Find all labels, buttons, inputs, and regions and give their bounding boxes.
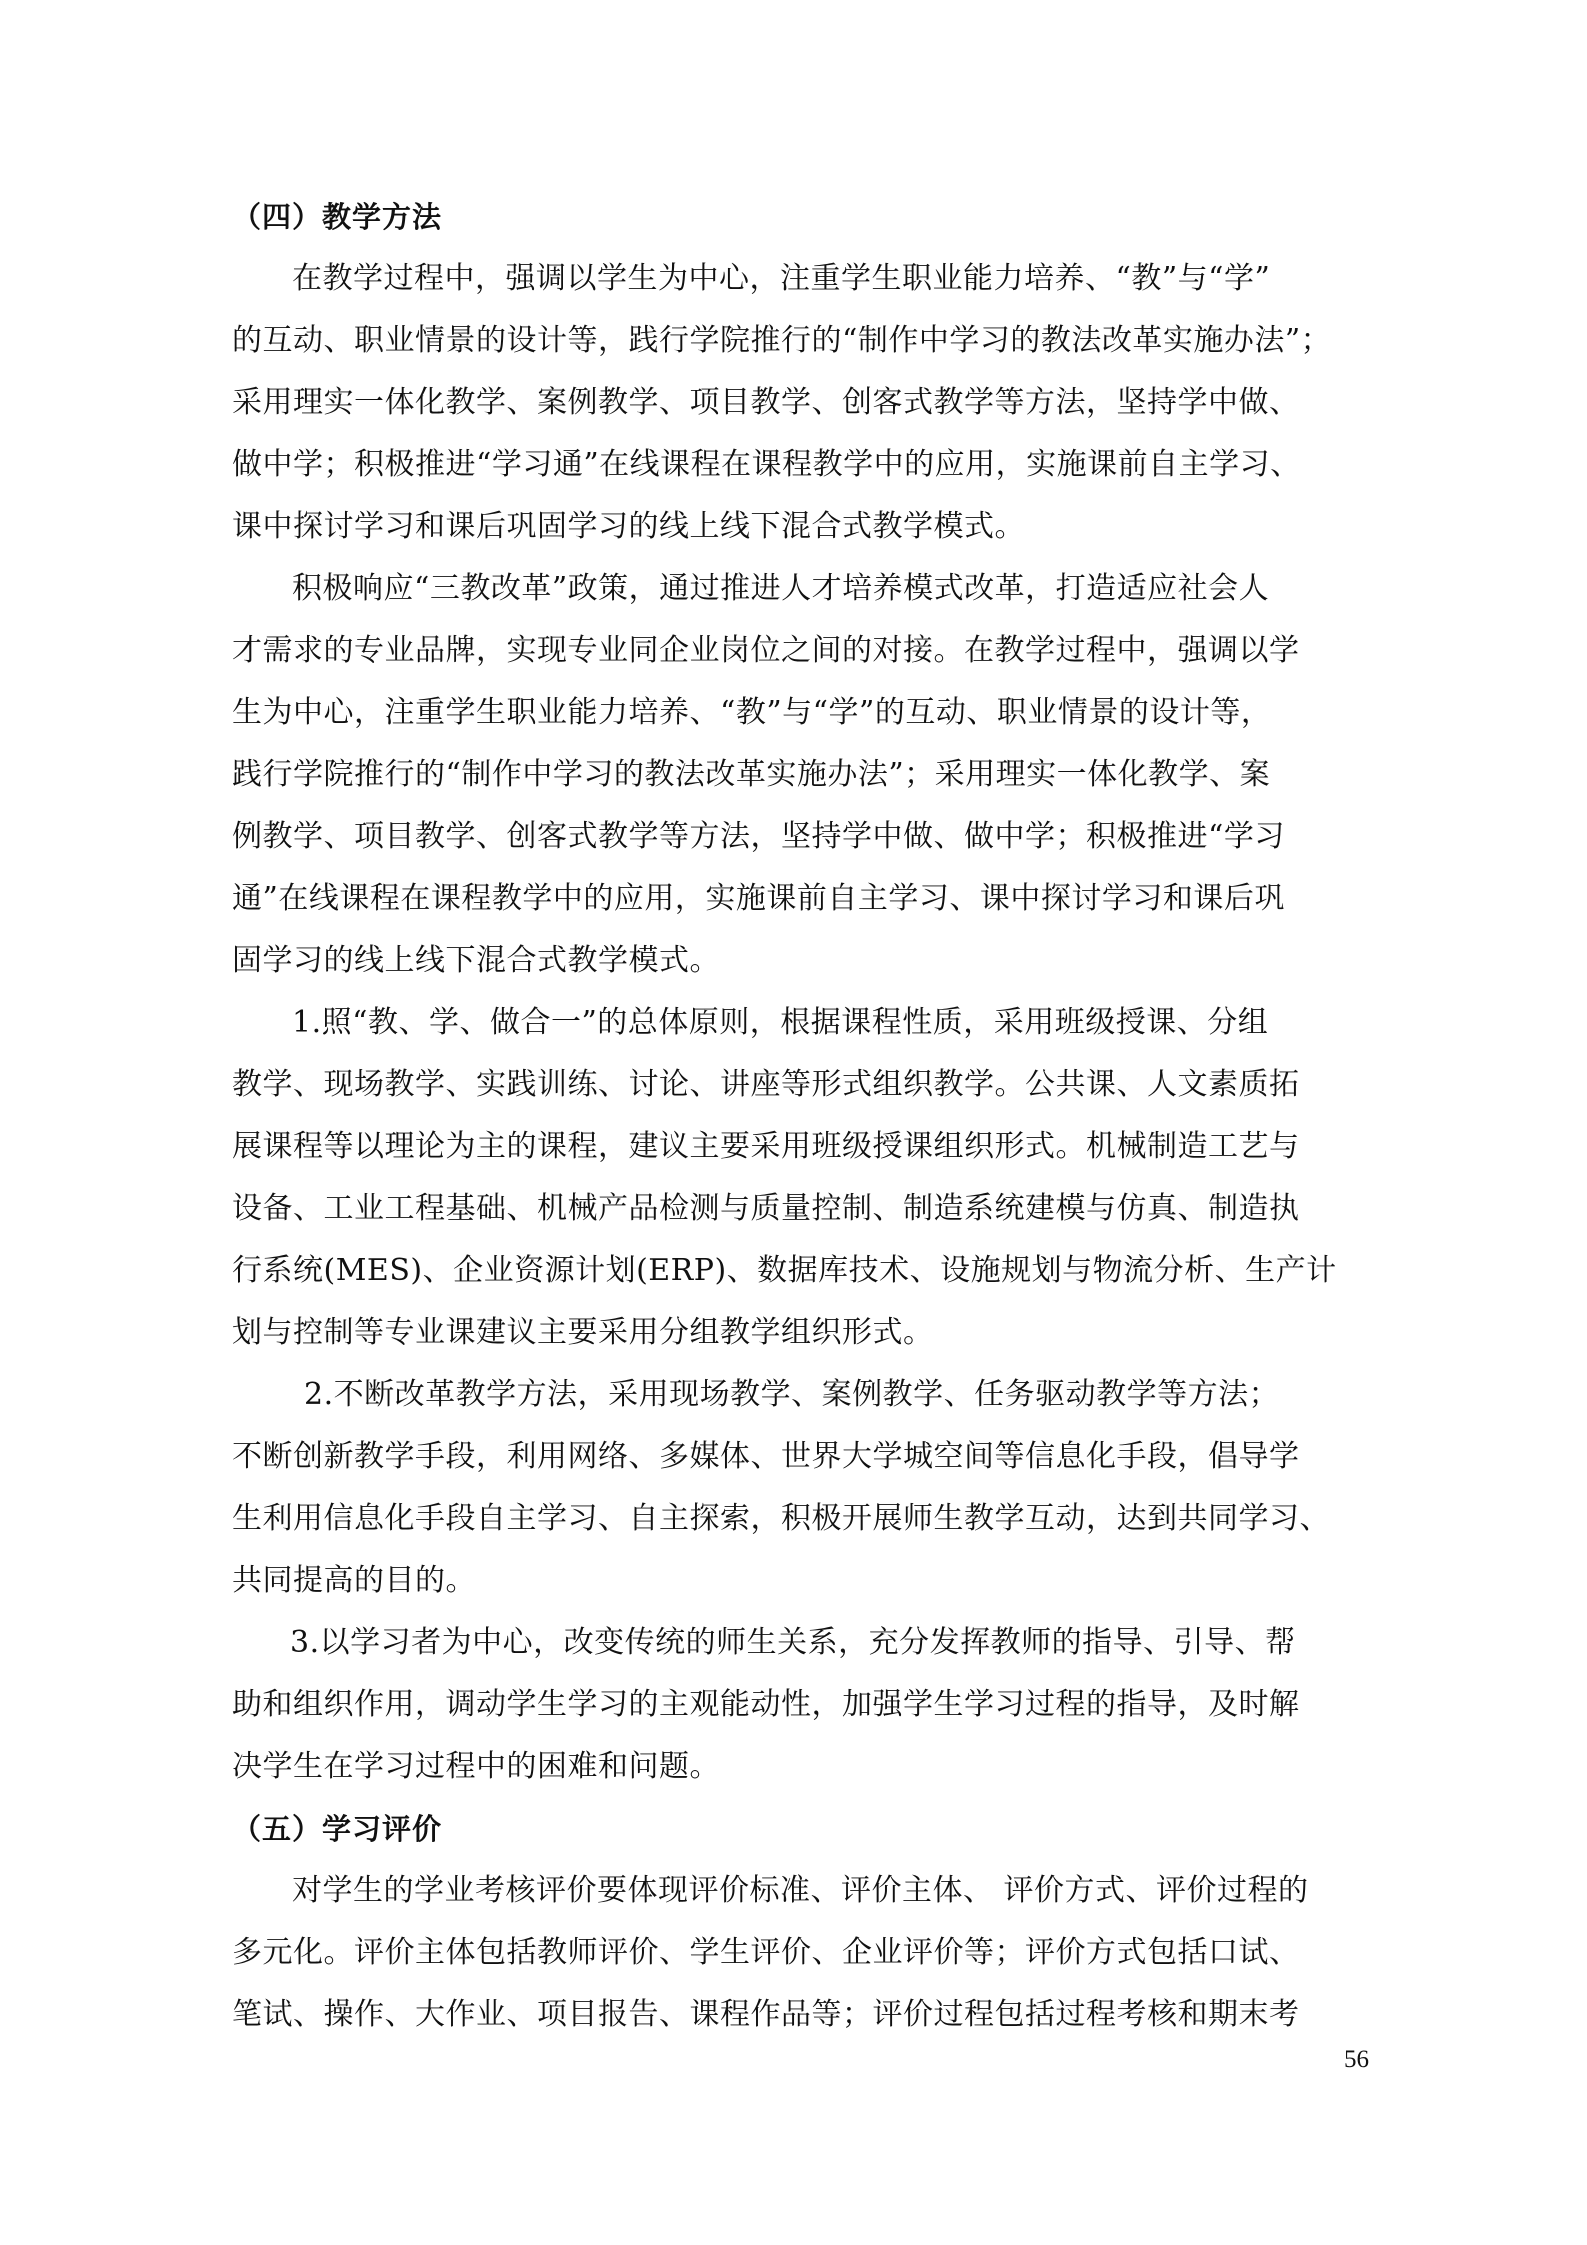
text-line: 在教学过程中，强调以学生为中心，注重学生职业能力培养、“教”与“学” [292,261,1271,296]
text-line: 践行学院推行的“制作中学习的教法改革实施办法”；采用理实一体化教学、案 [232,757,1271,792]
text-line: 决学生在学习过程中的困难和问题。 [232,1749,720,1784]
text-line: 生为中心，注重学生职业能力培养、“教”与“学”的互动、职业情景的设计等， [232,695,1272,730]
text-line: 例教学、项目教学、创客式教学等方法，坚持学中做、做中学；积极推进“学习 [232,819,1285,854]
text-line: 1.照“教、学、做合一”的总体原则，根据课程性质，采用班级授课、分组 [292,1005,1269,1040]
text-line: 2.不断改革教学方法，采用现场教学、案例教学、任务驱动教学等方法； [304,1377,1280,1412]
text-line: 生利用信息化手段自主学习、自主探索，积极开展师生教学互动，达到共同学习、 [232,1501,1330,1536]
paragraph-teaching-process [232,248,1362,558]
text-line: 行系统(MES)、企业资源计划(ERP)、数据库技术、设施规划与物流分析、生产计 [232,1253,1337,1288]
text-line: 对学生的学业考核评价要体现评价标准、评价主体、 评价方式、评价过程的 [292,1873,1309,1908]
paragraph-item-2 [232,1364,1362,1612]
text-line: 课中探讨学习和课后巩固学习的线上线下混合式教学模式。 [232,509,1025,544]
paragraph-evaluation [232,1860,1362,2046]
paragraph-three-education-reform [232,558,1362,992]
text-line: 的互动、职业情景的设计等，践行学院推行的“制作中学习的教法改革实施办法”； [232,323,1332,358]
text-line: 采用理实一体化教学、案例教学、项目教学、创客式教学等方法，坚持学中做、 [232,385,1300,420]
text-line: 展课程等以理论为主的课程，建议主要采用班级授课组织形式。机械制造工艺与 [232,1129,1300,1164]
text-line: 不断创新教学手段，利用网络、多媒体、世界大学城空间等信息化手段，倡导学 [232,1439,1300,1474]
text-line: 共同提高的目的。 [232,1563,476,1598]
section-heading-learning-evaluation: （五）学习评价 [232,1812,443,1846]
text-line: 固学习的线上线下混合式教学模式。 [232,943,720,978]
text-line: 多元化。评价主体包括教师评价、学生评价、企业评价等；评价方式包括口试、 [232,1935,1300,1970]
text-line: 积极响应“三教改革”政策，通过推进人才培养模式改革，打造适应社会人 [292,571,1270,606]
text-line: 3.以学习者为中心，改变传统的师生关系，充分发挥教师的指导、引导、帮 [290,1625,1296,1660]
text-column [232,186,1362,2046]
text-line: 才需求的专业品牌，实现专业同企业岗位之间的对接。在教学过程中，强调以学 [232,633,1300,668]
text-line: 教学、现场教学、实践训练、讨论、讲座等形式组织教学。公共课、人文素质拓 [232,1067,1300,1102]
text-line: 划与控制等专业课建议主要采用分组教学组织形式。 [232,1315,934,1350]
paragraph-item-1 [232,992,1362,1364]
paragraph-item-3 [232,1612,1362,1798]
page-number: 56 [1344,2046,1369,2073]
text-line: 笔试、操作、大作业、项目报告、课程作品等；评价过程包括过程考核和期末考 [232,1997,1300,2032]
text-line: 做中学；积极推进“学习通”在线课程在课程教学中的应用，实施课前自主学习、 [232,447,1301,482]
text-line: 通”在线课程在课程教学中的应用，实施课前自主学习、课中探讨学习和课后巩 [232,881,1285,916]
section-heading-teaching-methods: （四）教学方法 [232,200,443,234]
text-line: 设备、工业工程基础、机械产品检测与质量控制、制造系统建模与仿真、制造执 [232,1191,1300,1226]
text-line: 助和组织作用，调动学生学习的主观能动性，加强学生学习过程的指导，及时解 [232,1687,1300,1722]
